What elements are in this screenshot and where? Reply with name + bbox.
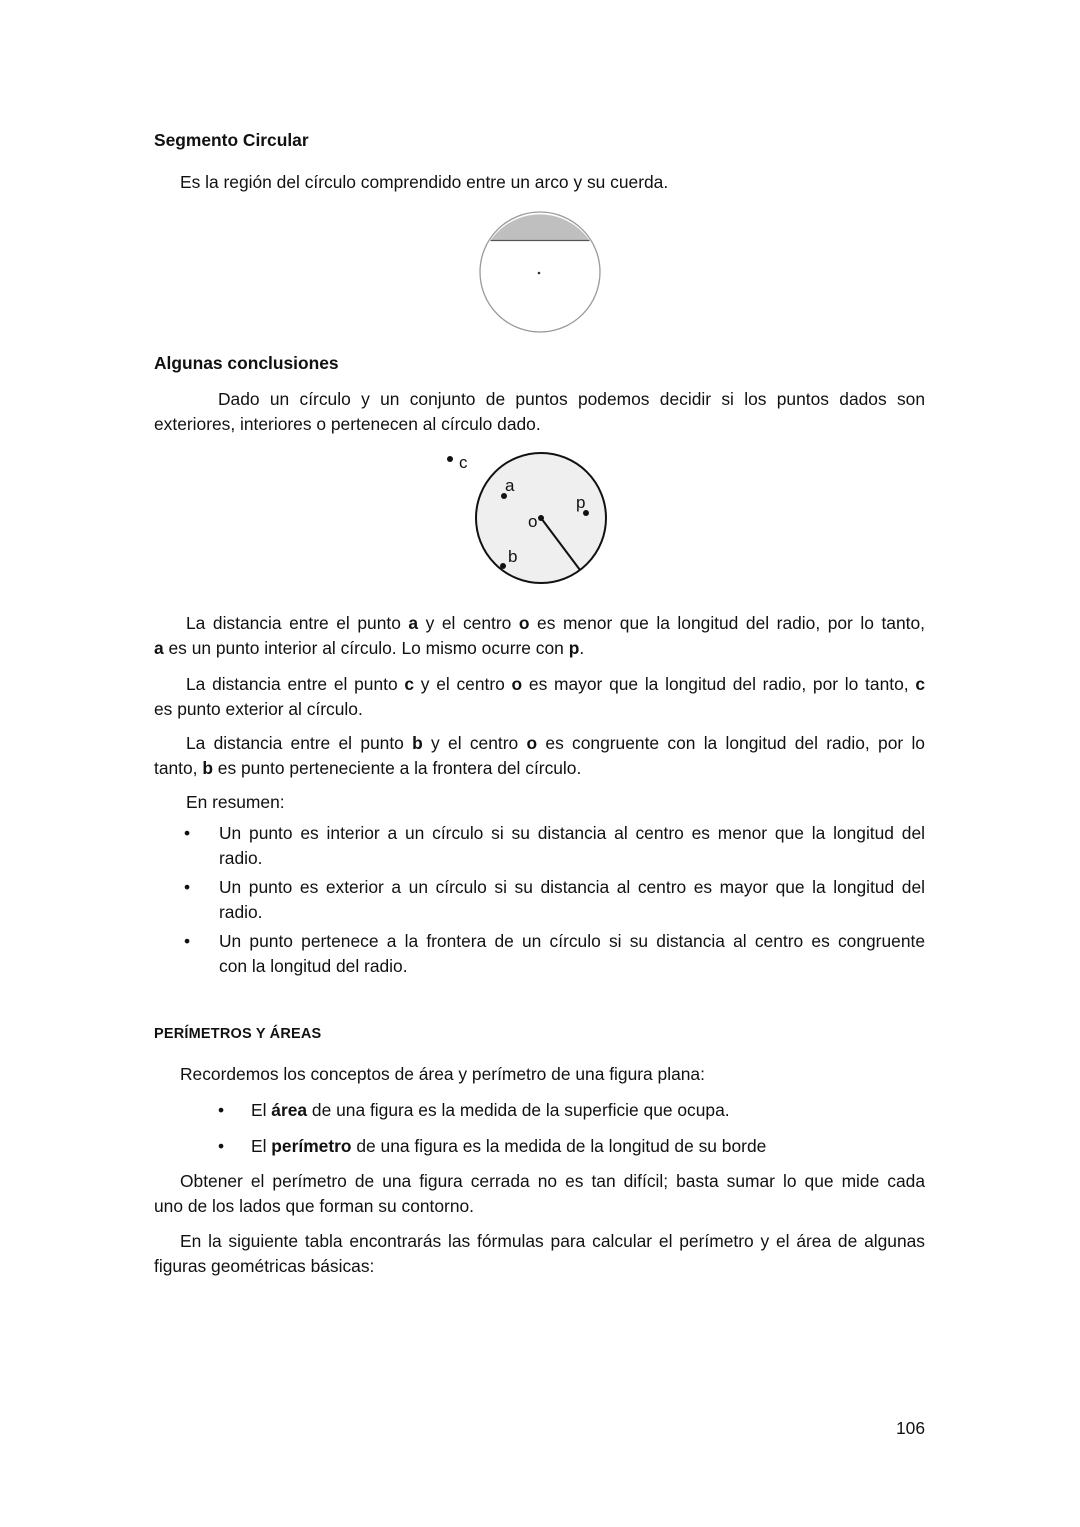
text: tanto, bbox=[154, 758, 203, 778]
text: uno de los lados que forman su contorno. bbox=[154, 1196, 475, 1216]
text: radio. bbox=[219, 902, 263, 922]
bold-o: o bbox=[518, 613, 530, 633]
text: figuras geométricas básicas: bbox=[154, 1256, 375, 1276]
text: es un punto interior al círculo. Lo mismo ocurre con bbox=[163, 638, 569, 658]
text: Un punto es interior a un círculo si su distancia al centro es menor que la longitud del bbox=[219, 823, 925, 843]
bold-o: o bbox=[511, 674, 523, 694]
intro-line-2: exteriores, interiores o pertenecen al círculo dado. bbox=[154, 414, 541, 434]
section-title-perimetros: PERÍMETROS Y ÁREAS bbox=[154, 1026, 322, 1042]
text: La distancia entre el punto bbox=[186, 733, 413, 753]
text: La distancia entre el punto bbox=[186, 613, 409, 633]
text: El bbox=[251, 1136, 272, 1156]
section-title-conclusiones: Algunas conclusiones bbox=[154, 353, 339, 373]
segmento-definition: Es la región del círculo comprendido entre un arco y su cuerda. bbox=[180, 172, 669, 192]
shaded-segment bbox=[491, 214, 590, 240]
point-b bbox=[500, 563, 506, 569]
paragraph-perimetro bbox=[154, 1169, 925, 1219]
text: es mayor que la longitud del radio, por lo tanto, bbox=[522, 674, 916, 694]
text: de una figura es la medida de la longitud de su borde bbox=[351, 1136, 767, 1156]
text: Un punto pertenece a la frontera de un círculo si su distancia al centro es congruente bbox=[219, 931, 925, 951]
text: La distancia entre el punto bbox=[186, 674, 405, 694]
text: es punto perteneciente a la frontera del círculo. bbox=[212, 758, 582, 778]
text: es punto exterior al círculo. bbox=[154, 699, 363, 719]
text: Obtener el perímetro de una figura cerrada no es tan difícil; basta sumar lo que mide cada bbox=[180, 1171, 925, 1191]
text: Un punto es exterior a un círculo si su distancia al centro es mayor que la longitud del bbox=[219, 877, 925, 897]
resumen-label: En resumen: bbox=[186, 792, 285, 812]
summary-list bbox=[154, 821, 925, 979]
text: El bbox=[251, 1100, 272, 1120]
bold-p: p bbox=[568, 638, 580, 658]
points-circle-figure bbox=[440, 445, 620, 585]
paragraph-tabla bbox=[154, 1229, 925, 1279]
list-item bbox=[154, 1134, 925, 1159]
label-c: c bbox=[459, 453, 468, 472]
perimetros-intro: Recordemos los conceptos de área y perímetro de una figura plana: bbox=[180, 1064, 705, 1084]
bullet-icon: • bbox=[218, 1100, 225, 1120]
paragraph-point-a bbox=[154, 611, 925, 661]
bold-c: c bbox=[915, 674, 925, 694]
list-item bbox=[154, 1098, 925, 1123]
text: y el centro bbox=[422, 733, 527, 753]
page-number: 106 bbox=[895, 1418, 925, 1438]
paragraph-point-c bbox=[154, 672, 925, 722]
point-o bbox=[538, 515, 544, 521]
circular-segment-figure bbox=[470, 205, 610, 340]
intro-line-1: Dado un círculo y un conjunto de puntos podemos decidir si los puntos dados son bbox=[218, 389, 925, 409]
bold-o: o bbox=[526, 733, 538, 753]
text: y el centro bbox=[418, 613, 519, 633]
bold-a: a bbox=[408, 613, 419, 633]
point-c bbox=[447, 456, 453, 462]
bold-term: perímetro bbox=[271, 1136, 352, 1156]
bold-b: b bbox=[412, 733, 423, 753]
bullet-icon: • bbox=[184, 931, 191, 951]
text: radio. bbox=[219, 848, 263, 868]
text: de una figura es la medida de la superficie que ocupa. bbox=[307, 1100, 730, 1120]
label-o: o bbox=[528, 512, 538, 531]
label-p: p bbox=[576, 493, 586, 512]
label-a: a bbox=[505, 476, 515, 495]
text: En la siguiente tabla encontrarás las fórmulas para calcular el perímetro y el área de algunas bbox=[180, 1231, 925, 1251]
bullet-icon: • bbox=[218, 1136, 225, 1156]
bullet-icon: • bbox=[184, 877, 191, 897]
bold-term: área bbox=[271, 1100, 308, 1120]
list-item bbox=[154, 821, 925, 871]
paragraph-point-b bbox=[154, 731, 925, 781]
bold-a: a bbox=[154, 638, 164, 658]
bold-b: b bbox=[202, 758, 213, 778]
list-item bbox=[154, 875, 925, 925]
list-item bbox=[154, 929, 925, 979]
definitions-list bbox=[154, 1098, 925, 1159]
bullet-icon: • bbox=[184, 823, 191, 843]
text: y el centro bbox=[414, 674, 512, 694]
section-title-segmento: Segmento Circular bbox=[154, 130, 309, 150]
text: es menor que la longitud del radio, por lo tanto, bbox=[529, 613, 925, 633]
text: es congruente con la longitud del radio, por lo bbox=[537, 733, 925, 753]
label-b: b bbox=[508, 547, 518, 566]
text: . bbox=[579, 638, 585, 658]
bold-c: c bbox=[404, 674, 415, 694]
text: con la longitud del radio. bbox=[219, 956, 408, 976]
center-point bbox=[538, 272, 541, 275]
